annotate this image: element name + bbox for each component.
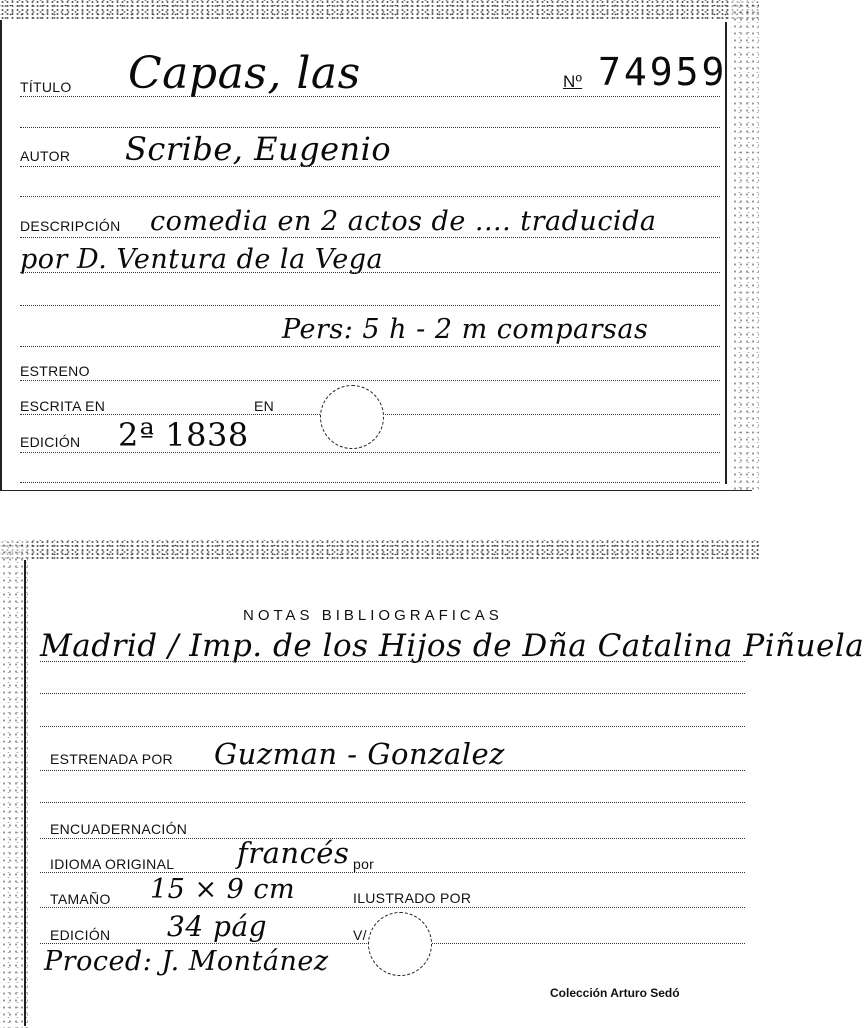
tamano-value: 15 × 9 cm: [150, 874, 296, 905]
notas-value: Madrid / Imp. de los Hijos de Dña Catalina Piñuela: [40, 628, 864, 664]
personajes-value: Pers: 5 h - 2 m comparsas: [282, 314, 649, 345]
notas-heading: NOTAS BIBLIOGRAFICAS: [243, 607, 503, 624]
tamano-label: TAMAÑO: [50, 891, 111, 907]
card-bottom-edge: [0, 490, 752, 491]
proced-value: Proced: J. Montánez: [44, 946, 329, 977]
edicion-label: EDICIÓN: [20, 434, 81, 450]
edicion2-label: EDICIÓN: [50, 927, 111, 943]
card-speckle-edge: [0, 540, 759, 560]
rule-last: [20, 482, 720, 483]
card-speckle-edge: [0, 0, 759, 20]
titulo-label: TÍTULO: [20, 79, 72, 95]
estrenada-rule: [40, 770, 745, 771]
estrenada-value: Guzman - Gonzalez: [214, 737, 505, 771]
estrenada-label: ESTRENADA POR: [50, 751, 173, 767]
idioma-label: IDIOMA ORIGINAL: [50, 856, 175, 872]
descripcion-line1: comedia en 2 actos de .... traducida: [150, 206, 657, 237]
card-left-edge: [0, 20, 2, 490]
v-label: V/: [353, 927, 367, 943]
idioma-value: francés: [237, 836, 350, 870]
encuadernacion-label: ENCUADERNACIÓN: [50, 821, 188, 837]
edicion-rule: [20, 452, 720, 453]
estreno-rule: [20, 380, 720, 381]
autor-value: Scribe, Eugenio: [125, 130, 392, 168]
autor-rule: [20, 166, 720, 167]
titulo-rule: [20, 96, 720, 97]
number-label: Nº: [563, 72, 583, 91]
catalog-card-bottom: [0, 540, 864, 1028]
rule-mid: [40, 802, 745, 803]
titulo-value: Capas, las: [128, 48, 361, 99]
punch-hole: [320, 385, 384, 449]
personajes-rule: [20, 346, 720, 347]
collection-footer: Colección Arturo Sedó: [550, 986, 680, 1000]
idioma-rule: [40, 872, 745, 873]
autor-label: AUTOR: [20, 148, 71, 164]
ilustrado-label: ILUSTRADO POR: [353, 890, 472, 906]
en-label: EN: [254, 398, 275, 414]
por-label: por: [353, 856, 375, 872]
notas-rule-2: [40, 693, 745, 694]
card-speckle-side: [731, 0, 759, 490]
catalog-card-top: [0, 0, 759, 492]
edicion2-value: 34 pág: [167, 910, 268, 943]
edicion-value: 2ª 1838: [118, 416, 249, 454]
tamano-rule: [40, 907, 745, 908]
number-value: 74959: [598, 50, 728, 94]
descripcion-line2: por D. Ventura de la Vega: [20, 244, 384, 275]
descripcion-label: DESCRIPCIÓN: [20, 218, 121, 234]
rule-4: [20, 196, 720, 197]
escrita-label: ESCRITA EN: [20, 398, 106, 414]
card-left-edge: [24, 560, 26, 1026]
rule-2: [20, 127, 720, 128]
descripcion-rule-3: [20, 305, 720, 306]
descripcion-rule-1: [20, 237, 720, 238]
estreno-label: ESTRENO: [20, 363, 90, 379]
descripcion-rule-2: [20, 272, 720, 273]
punch-hole: [368, 912, 432, 976]
encuadernacion-rule: [40, 838, 745, 839]
notas-rule-1: [40, 661, 745, 662]
notas-rule-3: [40, 726, 745, 727]
